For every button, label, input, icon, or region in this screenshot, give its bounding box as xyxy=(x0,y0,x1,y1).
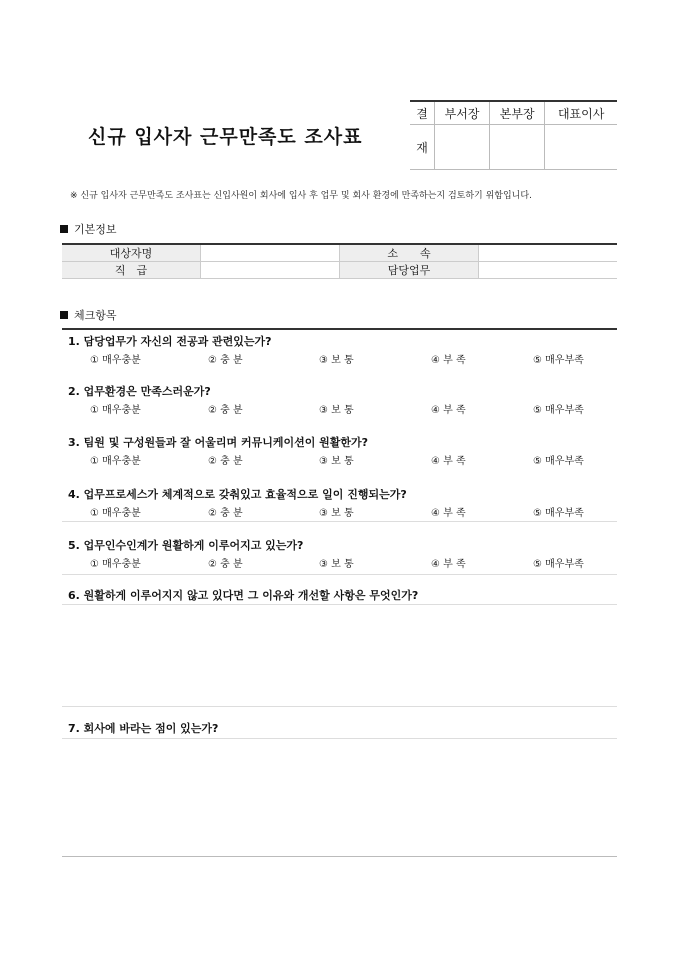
value-duty[interactable] xyxy=(479,262,618,279)
basic-info-heading xyxy=(60,221,117,237)
option-sufficient[interactable]: ② 충 분 xyxy=(208,508,243,519)
option-very-sufficient[interactable]: ① 매우충분 xyxy=(90,355,141,366)
approval-header-division: 본부장 xyxy=(490,101,545,125)
option-average[interactable]: ③ 보 통 xyxy=(319,355,354,366)
basic-info-table xyxy=(62,243,617,279)
question-7: 7. 회사에 바라는 점이 있는가? xyxy=(68,722,219,735)
option-very-insufficient[interactable]: ⑤ 매우부족 xyxy=(533,508,584,519)
option-very-insufficient[interactable]: ⑤ 매우부족 xyxy=(533,355,584,366)
divider xyxy=(62,706,617,707)
approval-sign-ceo[interactable] xyxy=(545,125,617,170)
label-name: 대상자명 xyxy=(62,244,201,262)
option-sufficient[interactable]: ② 충 분 xyxy=(208,405,243,416)
checklist-heading xyxy=(60,307,117,323)
bottom-rule xyxy=(62,856,617,857)
approval-sign-division[interactable] xyxy=(490,125,545,170)
checklist-rule xyxy=(62,328,617,330)
option-average[interactable]: ③ 보 통 xyxy=(319,559,354,570)
options-row-2 xyxy=(0,401,680,415)
question-3: 3. 팀원 및 구성원들과 잘 어울리며 커뮤니케이션이 원활한가? xyxy=(68,436,369,449)
basic-info-title: 기본정보 xyxy=(74,223,117,236)
value-name[interactable] xyxy=(201,244,340,262)
options-row-3 xyxy=(0,452,680,466)
question-4: 4. 업무프로세스가 체계적으로 갖춰있고 효율적으로 일이 진행되는가? xyxy=(68,488,407,501)
question-2: 2. 업무환경은 만족스러운가? xyxy=(68,385,211,398)
label-position: 직 급 xyxy=(62,262,201,279)
value-position[interactable] xyxy=(201,262,340,279)
option-sufficient[interactable]: ② 충 분 xyxy=(208,355,243,366)
question-5: 5. 업무인수인계가 원활하게 이루어지고 있는가? xyxy=(68,539,304,552)
divider xyxy=(62,574,617,575)
option-insufficient[interactable]: ④ 부 족 xyxy=(431,405,466,416)
option-sufficient[interactable]: ② 충 분 xyxy=(208,456,243,467)
divider xyxy=(62,604,617,605)
question-1: 1. 담당업무가 자신의 전공과 관련있는가? xyxy=(68,335,272,348)
option-average[interactable]: ③ 보 통 xyxy=(319,456,354,467)
question-6: 6. 원활하게 이루어지지 않고 있다면 그 이유와 개선할 사항은 무엇인가? xyxy=(68,589,419,602)
option-very-insufficient[interactable]: ⑤ 매우부족 xyxy=(533,456,584,467)
answer-area-6[interactable] xyxy=(62,606,617,704)
option-very-insufficient[interactable]: ⑤ 매우부족 xyxy=(533,405,584,416)
answer-area-7[interactable] xyxy=(62,740,617,854)
label-duty: 담당업무 xyxy=(340,262,479,279)
square-bullet-icon xyxy=(60,311,68,319)
option-very-sufficient[interactable]: ① 매우충분 xyxy=(90,508,141,519)
purpose-note: ※ 신규 입사자 근무만족도 조사표는 신입사원이 회사에 입사 후 업무 및 회사 환경에 만족하는지 검토하기 위함입니다. xyxy=(70,191,532,201)
square-bullet-icon xyxy=(60,225,68,233)
option-very-sufficient[interactable]: ① 매우충분 xyxy=(90,405,141,416)
label-department: 소 속 xyxy=(340,244,479,262)
option-sufficient[interactable]: ② 충 분 xyxy=(208,559,243,570)
divider xyxy=(62,738,617,739)
option-average[interactable]: ③ 보 통 xyxy=(319,405,354,416)
table-row xyxy=(62,262,617,279)
options-row-4 xyxy=(0,504,680,518)
option-insufficient[interactable]: ④ 부 족 xyxy=(431,508,466,519)
table-row xyxy=(62,244,617,262)
option-insufficient[interactable]: ④ 부 족 xyxy=(431,355,466,366)
option-very-sufficient[interactable]: ① 매우충분 xyxy=(90,456,141,467)
approval-header-ceo: 대표이사 xyxy=(545,101,617,125)
divider xyxy=(62,521,617,522)
option-average[interactable]: ③ 보 통 xyxy=(319,508,354,519)
option-very-insufficient[interactable]: ⑤ 매우부족 xyxy=(533,559,584,570)
options-row-5 xyxy=(0,555,680,569)
option-insufficient[interactable]: ④ 부 족 xyxy=(431,559,466,570)
checklist-title: 체크항목 xyxy=(74,309,117,322)
approval-header-dept: 부서장 xyxy=(435,101,490,125)
option-very-sufficient[interactable]: ① 매우충분 xyxy=(90,559,141,570)
value-department[interactable] xyxy=(479,244,618,262)
approval-sign-dept[interactable] xyxy=(435,125,490,170)
options-row-1 xyxy=(0,351,680,365)
approval-table xyxy=(410,100,617,170)
page-title: 신규 입사자 근무만족도 조사표 xyxy=(88,126,363,148)
approval-label-bottom: 재 xyxy=(410,125,435,170)
approval-label-top: 결 xyxy=(410,101,435,125)
option-insufficient[interactable]: ④ 부 족 xyxy=(431,456,466,467)
